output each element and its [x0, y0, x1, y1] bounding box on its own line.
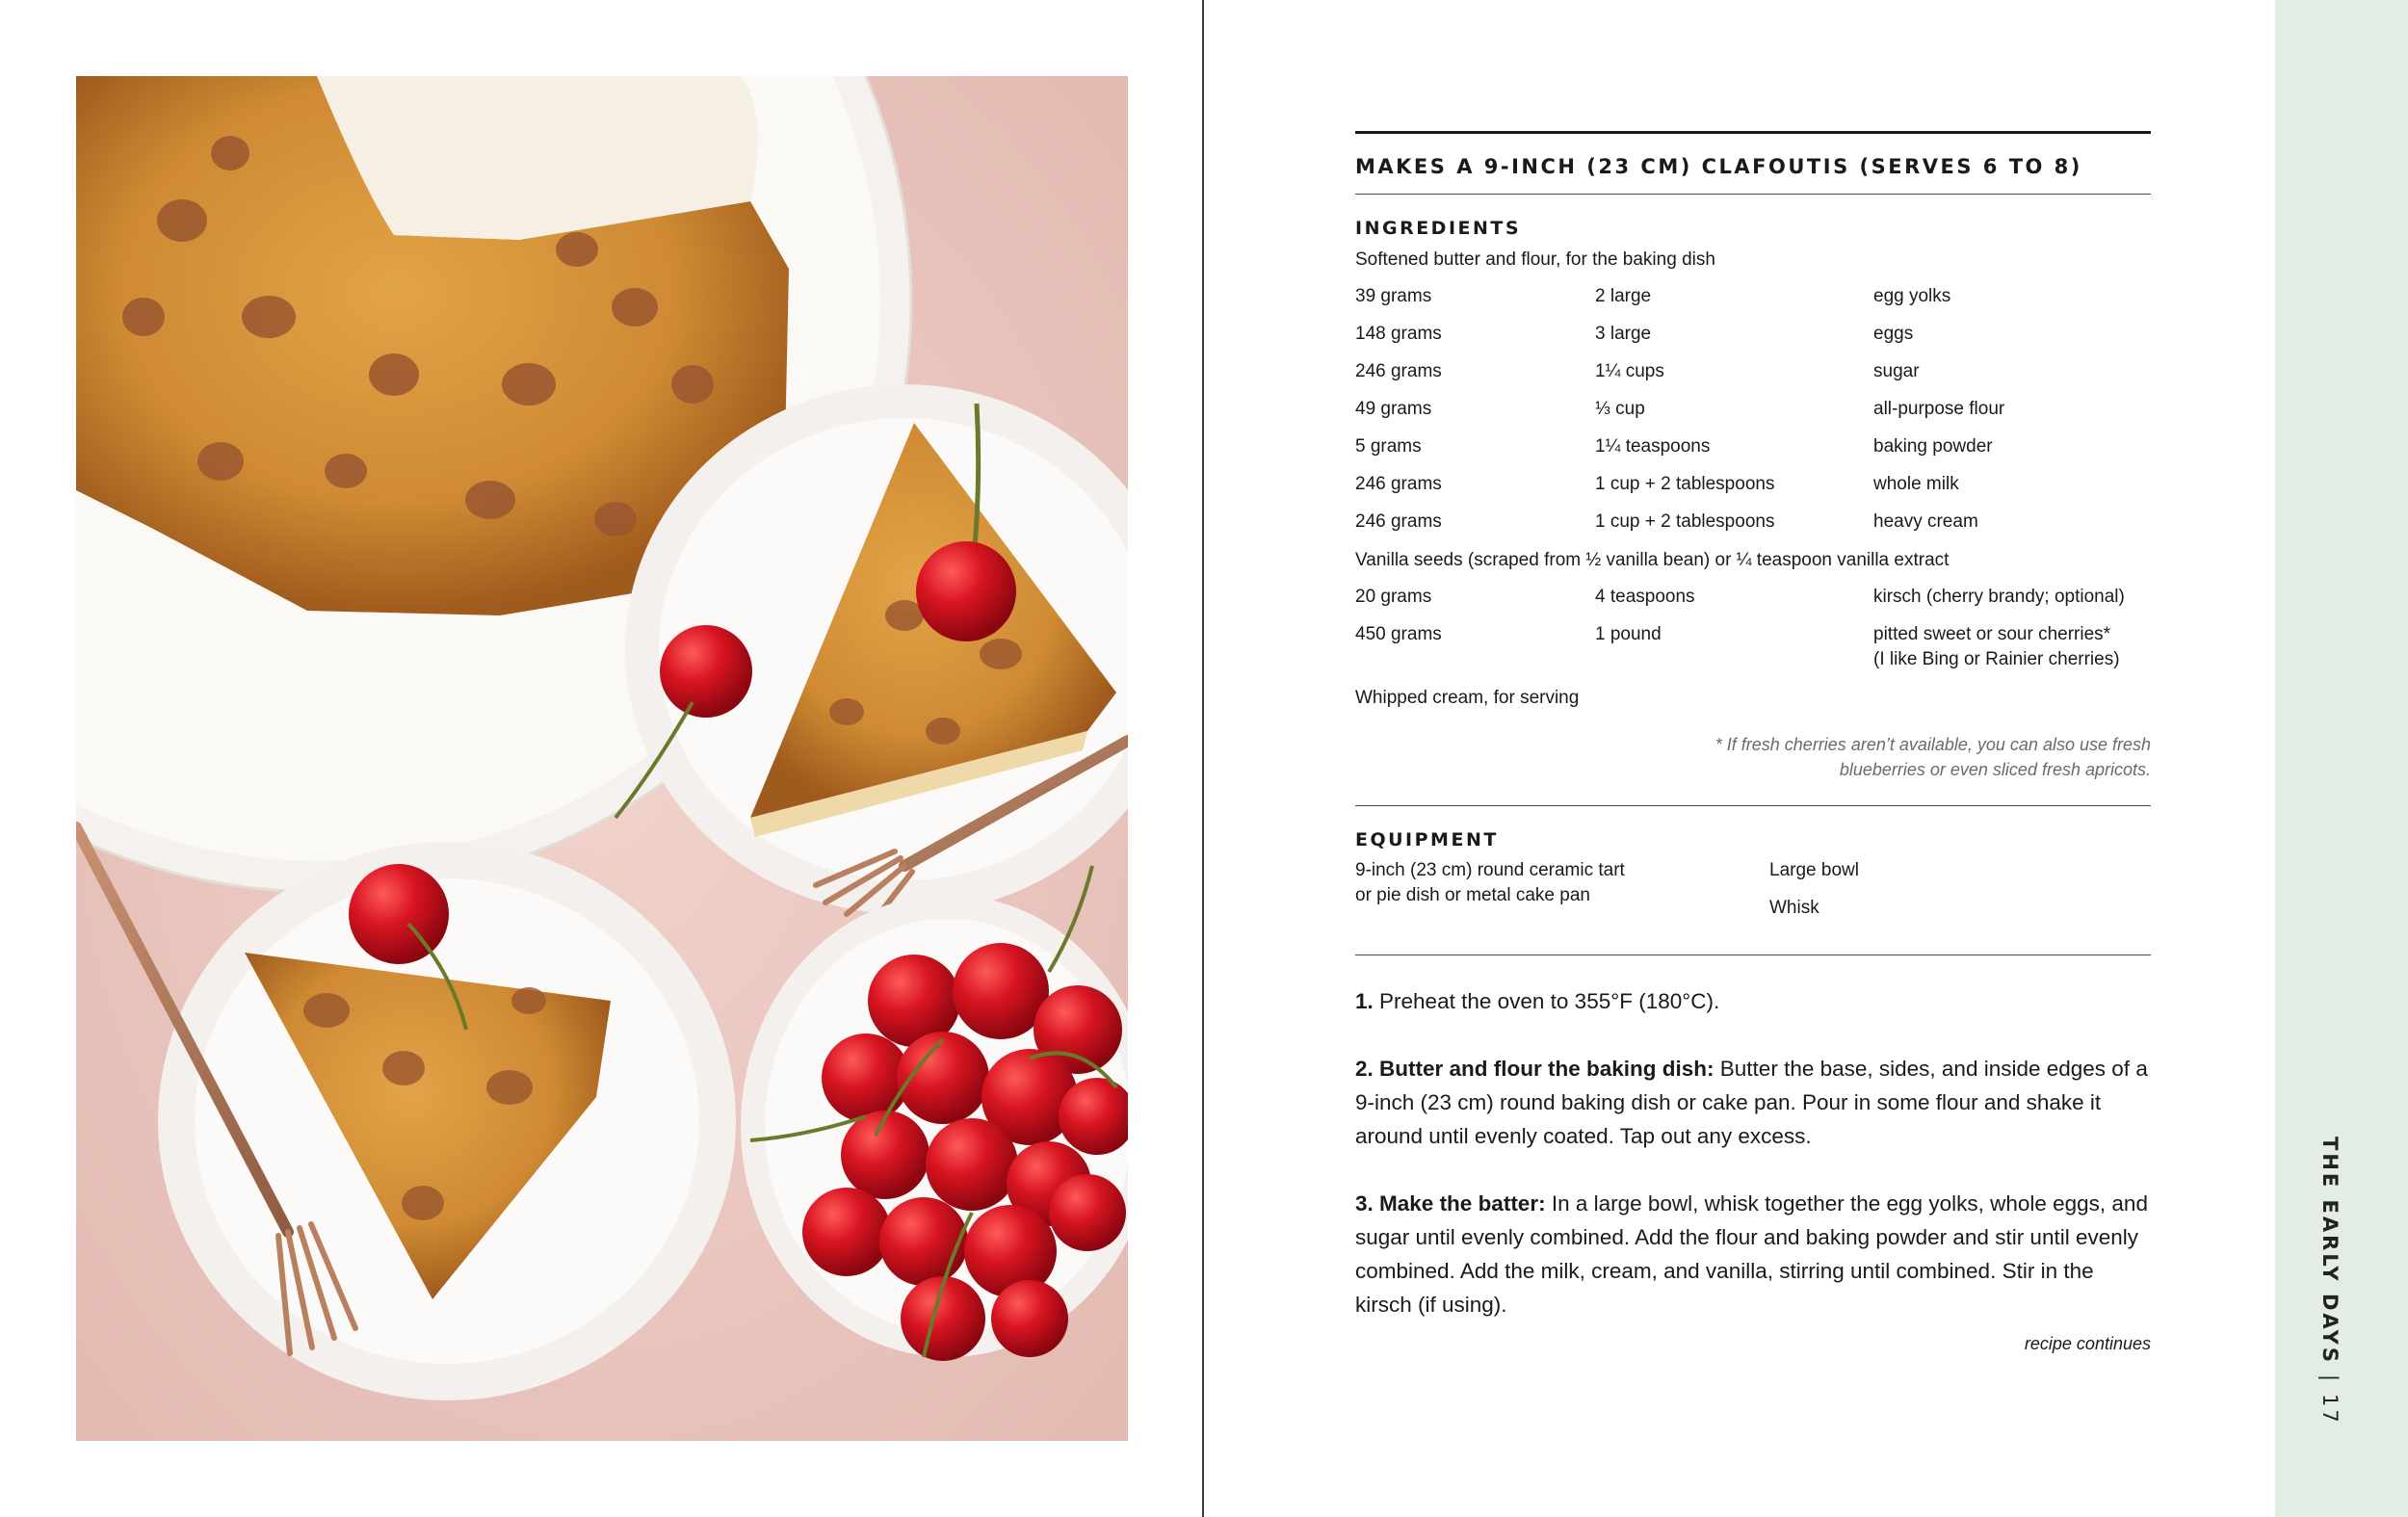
ingredient-row — [1355, 472, 2151, 497]
ingredient-metric: 246 grams — [1355, 511, 1442, 532]
ingredient-item: kirsch (cherry brandy; optional) — [1873, 587, 2125, 607]
ingredient-row — [1355, 322, 2151, 347]
step-lead: Make the batter: — [1379, 1191, 1546, 1216]
yield-title: MAKES A 9-INCH (23 CM) CLAFOUTIS (SERVES 6 TO 8) — [1355, 155, 2082, 178]
step — [1355, 984, 2151, 1018]
running-head — [2318, 1137, 2361, 1425]
step-number: 2. — [1355, 1057, 1374, 1081]
ingredient-item: egg yolks — [1873, 286, 1951, 306]
equipment-list — [1355, 858, 2151, 933]
ingredient-metric: 39 grams — [1355, 286, 1432, 306]
step — [1355, 1187, 2151, 1321]
equipment-heading: EQUIPMENT — [1355, 829, 1499, 850]
footnote-line: * If fresh cherries aren’t available, you can also use fresh — [1714, 735, 2151, 754]
method-steps — [1355, 984, 2151, 1321]
page-number: 17 — [2318, 1394, 2342, 1425]
recipe-block — [1355, 131, 2151, 1354]
running-head-text — [2318, 1137, 2342, 1425]
ingredient-item: heavy cream — [1873, 511, 1978, 532]
step-number: 1. — [1355, 989, 1374, 1013]
rule — [1355, 805, 2151, 806]
clafoutis-photo — [76, 76, 1128, 1441]
ingredient-volume: 4 teaspoons — [1595, 587, 1695, 607]
ingredient-metric: 20 grams — [1355, 587, 1432, 607]
cherry-on-slice-left — [349, 864, 449, 964]
ingredient-metric: 246 grams — [1355, 361, 1442, 381]
recipe-continues: recipe continues — [2024, 1334, 2151, 1353]
ingredient-volume: 1 cup + 2 tablespoons — [1595, 511, 1775, 532]
ingredient-item — [1873, 622, 2151, 672]
ingredient-volume: ⅓ cup — [1595, 399, 1645, 419]
equipment-dish — [1355, 858, 1769, 933]
ingredient-row — [1355, 510, 2151, 535]
ingredient-volume: 1¼ cups — [1595, 361, 1664, 381]
ingredient-item-line: (I like Bing or Rainier cherries) — [1873, 649, 2120, 669]
ingredient-row — [1355, 434, 2151, 459]
ingredient-row-kirsch — [1355, 585, 2151, 610]
ingredient-metric: 450 grams — [1355, 624, 1442, 644]
ingredient-metric: 5 grams — [1355, 436, 1422, 457]
ingredient-volume: 3 large — [1595, 324, 1652, 344]
step-lead: Butter and flour the baking dish: — [1379, 1057, 1714, 1081]
ingredient-volume: 2 large — [1595, 286, 1652, 306]
ingredients-heading: INGREDIENTS — [1355, 218, 1522, 239]
ingredient-item: sugar — [1873, 361, 1920, 381]
ingredient-row-cherries — [1355, 622, 2151, 672]
vanilla-line: Vanilla seeds (scraped from ½ vanilla bean) or ¼ teaspoon vanilla extract — [1355, 550, 1950, 570]
ingredient-metric: 246 grams — [1355, 474, 1442, 494]
ingredient-row — [1355, 397, 2151, 422]
separator: | — [2318, 1373, 2342, 1385]
cherry-on-slice — [916, 541, 1016, 641]
equipment-line: or pie dish or metal cake pan — [1355, 885, 1590, 905]
ingredient-volume: 1¼ teaspoons — [1595, 436, 1711, 457]
ingredient-item: eggs — [1873, 324, 1914, 344]
equipment-whisk: Whisk — [1769, 898, 1819, 918]
butter-line: Softened butter and flour, for the baking dish — [1355, 249, 1715, 270]
cherry-on-plate — [660, 625, 752, 718]
ingredient-item-line: pitted sweet or sour cherries* — [1873, 624, 2111, 644]
footnote — [1355, 732, 2151, 782]
step — [1355, 1052, 2151, 1153]
ingredient-item: whole milk — [1873, 474, 1959, 494]
step-text: Preheat the oven to 355°F (180°C). — [1379, 989, 1720, 1013]
left-page — [0, 0, 1202, 1517]
equipment-bowl: Large bowl — [1769, 860, 1859, 880]
ingredient-metric: 148 grams — [1355, 324, 1442, 344]
ingredient-volume: 1 cup + 2 tablespoons — [1595, 474, 1775, 494]
footnote-line: blueberries or even sliced fresh apricots. — [1839, 760, 2151, 779]
rule — [1355, 194, 2151, 195]
ingredient-item: all-purpose flour — [1873, 399, 2005, 419]
ingredient-row — [1355, 284, 2151, 309]
ingredient-item: baking powder — [1873, 436, 1993, 457]
step-text: In a large bowl, whisk together the egg yolks, whole eggs, and sugar until evenly combined. Add the flour and baking powder and stir until evenly combined. Add the milk, cream, and vanilla, stirring until combined. Stir in the kirsch (if using). — [1355, 1191, 2148, 1317]
equipment-line: 9-inch (23 cm) round ceramic tart — [1355, 860, 1625, 880]
step-number: 3. — [1355, 1191, 1374, 1216]
whipped-cream-line: Whipped cream, for serving — [1355, 688, 1580, 708]
chapter-title: THE EARLY DAYS — [2318, 1137, 2342, 1365]
equipment-tools — [1769, 858, 1859, 933]
step-text: Butter the base, sides, and inside edges of a 9-inch (23 cm) round baking dish or cake pan. Pour in some flour and shake it around until evenly coated. Tap out any excess. — [1355, 1057, 2148, 1148]
ingredient-row — [1355, 359, 2151, 384]
ingredient-metric: 49 grams — [1355, 399, 1432, 419]
ingredient-list — [1355, 284, 2151, 535]
ingredient-volume: 1 pound — [1595, 624, 1662, 644]
